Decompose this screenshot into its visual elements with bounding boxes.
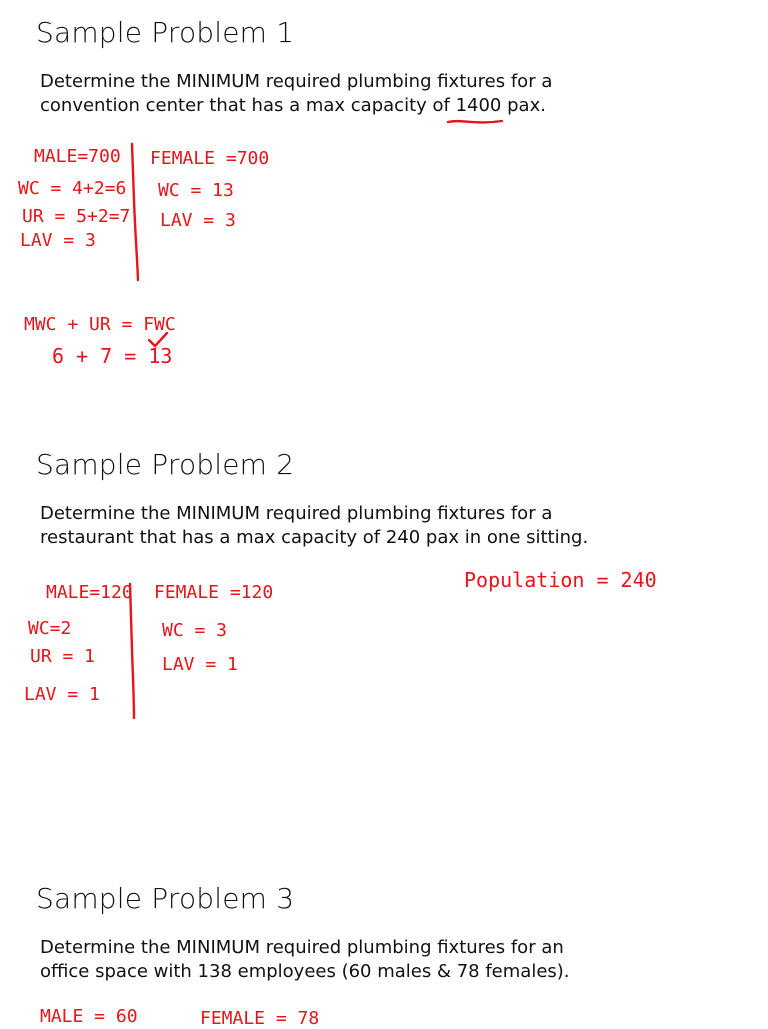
problem-1-description-line2-suffix: pax. [501,95,546,116]
problem-2-description [40,502,640,550]
p1-checkmark-icon [146,330,170,350]
p1-equation-line2: 6 + 7 = 13 [52,344,173,368]
problem-3-description [40,936,640,984]
p3-male-count: MALE = 60 [40,1006,138,1027]
p1-female-lav: LAV = 3 [160,210,236,231]
p2-female-count: FEMALE =120 [154,582,274,603]
sample-problem-3 [0,862,768,1029]
p2-male-ur: UR = 1 [30,646,96,667]
p1-male-ur: UR = 5+2=7 [22,206,131,227]
problem-2-title: Sample Problem 2 [36,448,295,481]
problem-1-capacity: 1400 [455,95,502,116]
problem-1-description-line2-prefix: convention center that has a max capacity of [40,95,456,116]
p1-female-wc: WC = 13 [158,180,234,201]
problem-3-description-line2: office space with 138 employees (60 males & 78 females). [40,961,570,982]
p2-female-wc: WC = 3 [162,620,228,641]
p3-female-count: FEMALE = 78 [200,1008,320,1029]
p1-female-count: FEMALE =700 [150,148,270,169]
p2-male-wc: WC=2 [28,618,72,639]
problem-2-description-line2: restaurant that has a max capacity of 240 pax in one sitting. [40,527,589,548]
capacity-underline [446,116,506,128]
p2-column-divider [124,580,144,725]
problem-3-description-line1: Determine the MINIMUM required plumbing fixtures for an [40,937,564,958]
problem-3-title: Sample Problem 3 [36,882,295,915]
problem-2-description-line1: Determine the MINIMUM required plumbing fixtures for a [40,503,553,524]
p1-column-divider [128,140,148,285]
p1-male-wc: WC = 4+2=6 [18,178,127,199]
p2-population: Population = 240 [464,568,657,592]
problem-1-description [40,70,640,118]
p1-male-count: MALE=700 [34,146,121,167]
p2-male-count: MALE=120 [46,582,133,603]
problem-1-title: Sample Problem 1 [36,16,295,49]
p1-equation-line1: MWC + UR = FWC [24,314,176,335]
p2-female-lav: LAV = 1 [162,654,238,675]
p2-male-lav: LAV = 1 [24,684,100,705]
problem-1-description-line1: Determine the MINIMUM required plumbing fixtures for a [40,71,553,92]
sample-problem-1 [0,0,768,420]
sample-problem-2 [0,430,768,860]
p1-male-lav: LAV = 3 [20,230,96,251]
